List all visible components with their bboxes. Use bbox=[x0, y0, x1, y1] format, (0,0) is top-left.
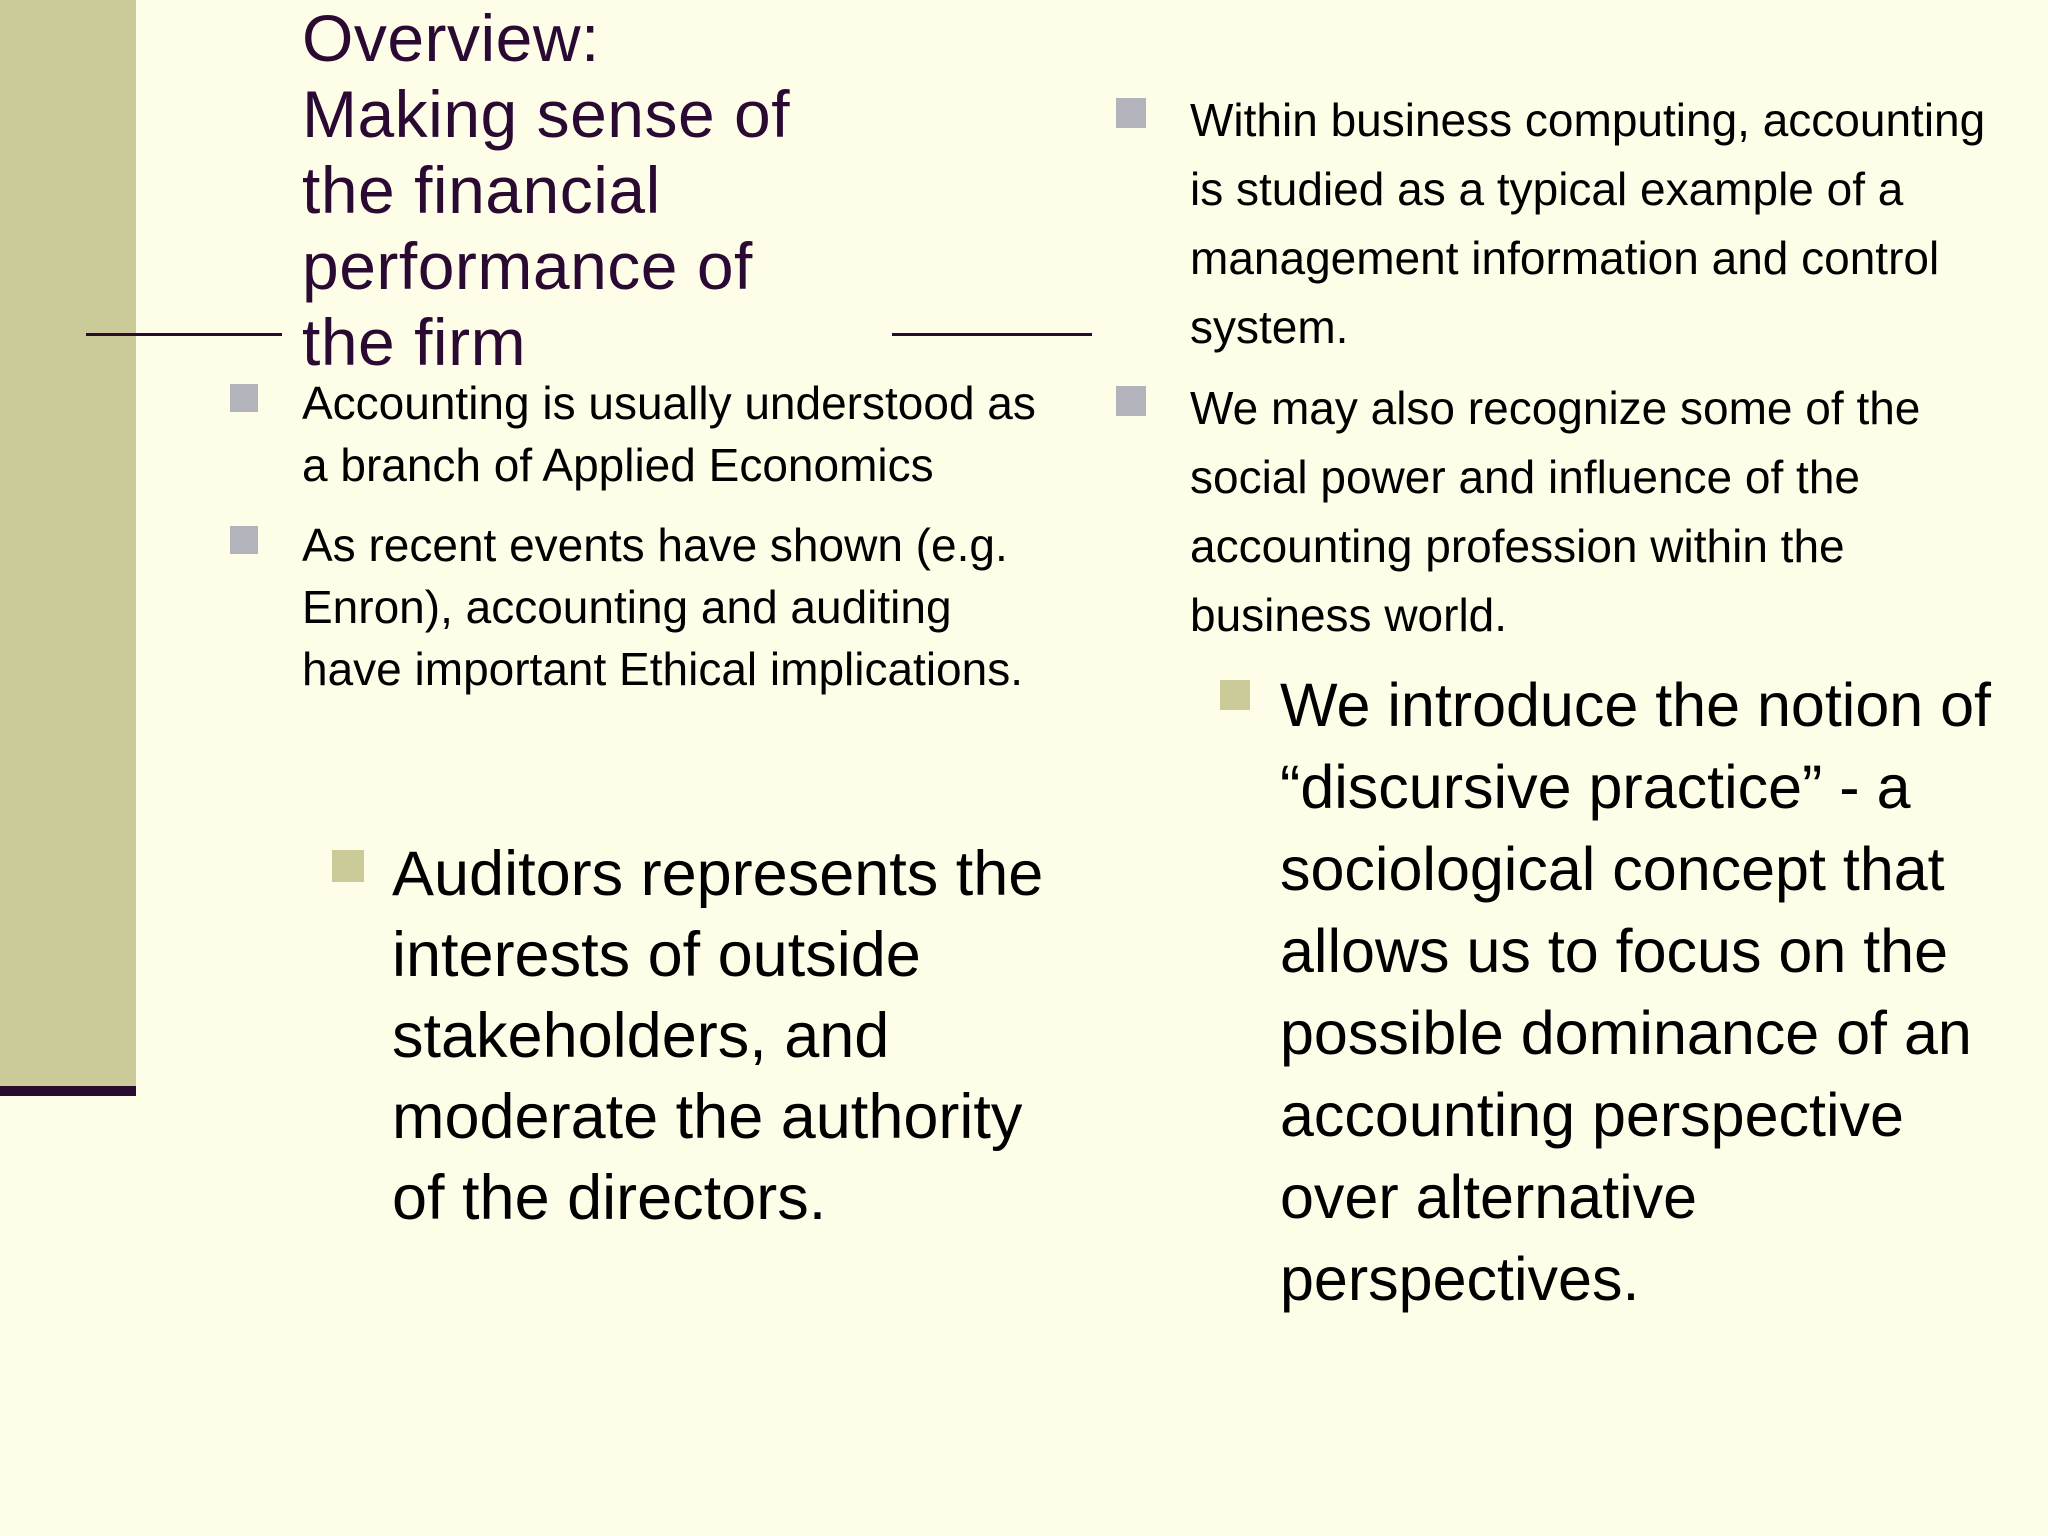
slide-title bbox=[302, 0, 862, 380]
side-accent-underline bbox=[0, 1086, 136, 1096]
bullet-text: Within business computing, accounting is studied as a typical example of a management information and control system. bbox=[1190, 94, 1986, 353]
square-bullet-icon bbox=[230, 526, 258, 554]
bullet-text: As recent events have shown (e.g. Enron), accounting and auditing have important Ethical implications. bbox=[302, 519, 1023, 695]
title-line: Making sense of bbox=[302, 77, 791, 151]
square-bullet-icon bbox=[1116, 386, 1146, 416]
bullet-text: Accounting is usually understood as a branch of Applied Economics bbox=[302, 377, 1036, 491]
title-rule-right bbox=[892, 333, 1092, 336]
sub-bullet-item bbox=[1218, 664, 2018, 1320]
square-bullet-icon bbox=[1220, 680, 1250, 710]
title-line: performance of bbox=[302, 229, 753, 303]
square-bullet-icon bbox=[1116, 98, 1146, 128]
bullet-item bbox=[1114, 86, 2014, 362]
bullet-item bbox=[228, 514, 1048, 700]
square-bullet-icon bbox=[332, 850, 364, 882]
sub-bullet-text: We introduce the notion of “discursive practice” - a sociological concept that allows us to focus on the possible dominance of an accounting perspective over alternative perspectives. bbox=[1280, 671, 1992, 1313]
sub-bullet-item bbox=[332, 834, 1092, 1239]
left-sub-bullet-list bbox=[332, 834, 1092, 1239]
sub-bullet-text: Auditors represents the interests of outside stakeholders, and moderate the authority of the directors. bbox=[392, 839, 1044, 1233]
square-bullet-icon bbox=[230, 384, 258, 412]
title-line: Overview: bbox=[302, 1, 600, 75]
bullet-text: We may also recognize some of the social power and influence of the accounting profession within the business world. bbox=[1190, 382, 1921, 641]
title-line: the firm bbox=[302, 305, 527, 379]
title-rule-left bbox=[86, 333, 282, 336]
bullet-item bbox=[228, 372, 1048, 496]
title-line: the financial bbox=[302, 153, 661, 227]
left-bullet-list bbox=[228, 372, 1048, 718]
bullet-item bbox=[1114, 374, 2014, 650]
right-bullet-list bbox=[1114, 86, 2014, 662]
right-sub-bullet-list bbox=[1218, 664, 2018, 1320]
side-accent-band bbox=[0, 0, 136, 1086]
